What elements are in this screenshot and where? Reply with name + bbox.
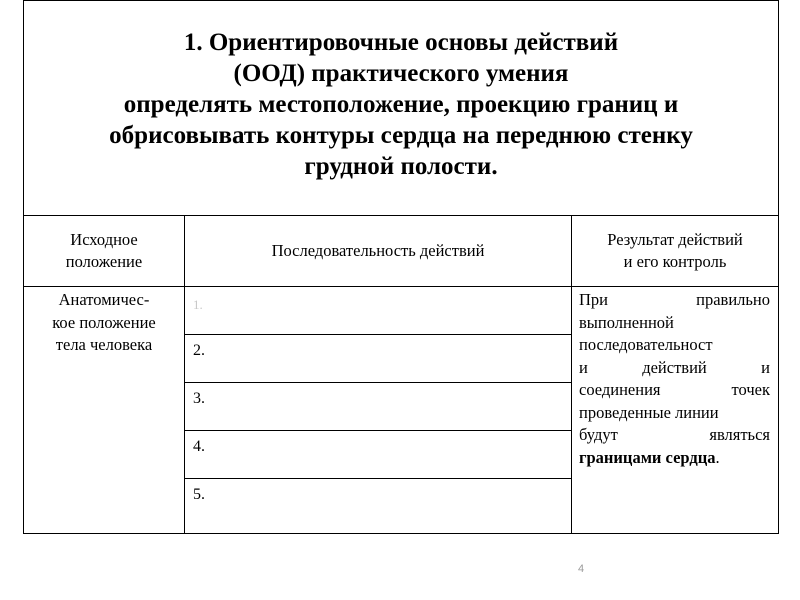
result-word: будут xyxy=(579,425,618,444)
result-line xyxy=(579,447,770,470)
ood-table xyxy=(23,0,779,534)
result-word: являться xyxy=(709,425,770,444)
title-line: (ООД) практического умения xyxy=(233,59,569,87)
result-line xyxy=(579,312,770,335)
result-word: и xyxy=(579,357,588,377)
header-text: Результат действий xyxy=(607,230,743,249)
header-text: Исходное xyxy=(70,230,138,249)
body-row xyxy=(24,287,779,534)
header-text: и его контроль xyxy=(623,252,727,271)
result-line xyxy=(579,357,770,380)
header-start-position xyxy=(24,216,185,287)
result-word: проведенные линии xyxy=(579,402,719,422)
header-text: Последовательность действий xyxy=(271,241,485,260)
result-word: последовательност xyxy=(579,335,713,354)
result-line xyxy=(579,334,770,357)
header-result xyxy=(572,216,779,287)
result-word: правильно xyxy=(696,290,770,309)
title-line: 1. Ориентировочные основы действий xyxy=(183,28,619,56)
steps-list xyxy=(185,287,571,533)
result-punctuation: . xyxy=(715,447,720,467)
step-item: 3. xyxy=(185,383,571,431)
result-word: выполненной xyxy=(579,312,674,332)
header-text: положение xyxy=(65,252,143,271)
result-word: соединения xyxy=(579,380,661,399)
table-title xyxy=(24,1,779,216)
result-word: действий xyxy=(642,357,707,377)
result-line xyxy=(579,289,770,312)
steps-cell xyxy=(185,287,572,534)
start-position-text: кое положение xyxy=(52,312,156,332)
result-word: точек xyxy=(731,380,770,399)
result-word: и xyxy=(761,357,770,377)
start-position-text: Анатомичес- xyxy=(58,290,150,309)
start-position-cell xyxy=(24,287,185,534)
step-item: 5. xyxy=(193,486,205,503)
result-line xyxy=(579,424,770,447)
title-line: грудной полости. xyxy=(304,152,498,180)
result-line xyxy=(579,379,770,402)
step-item: 4. xyxy=(185,431,571,479)
step-item: 2. xyxy=(185,335,571,383)
step-item: 1. xyxy=(185,287,571,335)
result-cell xyxy=(572,287,779,534)
header-row xyxy=(24,216,779,287)
title-line: обрисовывать контуры сердца на переднюю стенку xyxy=(109,121,693,149)
title-row xyxy=(24,1,779,216)
ood-table-container xyxy=(23,0,778,534)
page-number: 4 xyxy=(578,563,585,575)
title-line: определять местоположение, проекцию границ и xyxy=(123,90,679,118)
start-position-text: тела человека xyxy=(55,335,153,354)
result-emphasis: границами сердца xyxy=(579,447,716,467)
header-sequence xyxy=(185,216,572,287)
result-line xyxy=(579,402,770,425)
result-word: При xyxy=(579,290,608,309)
